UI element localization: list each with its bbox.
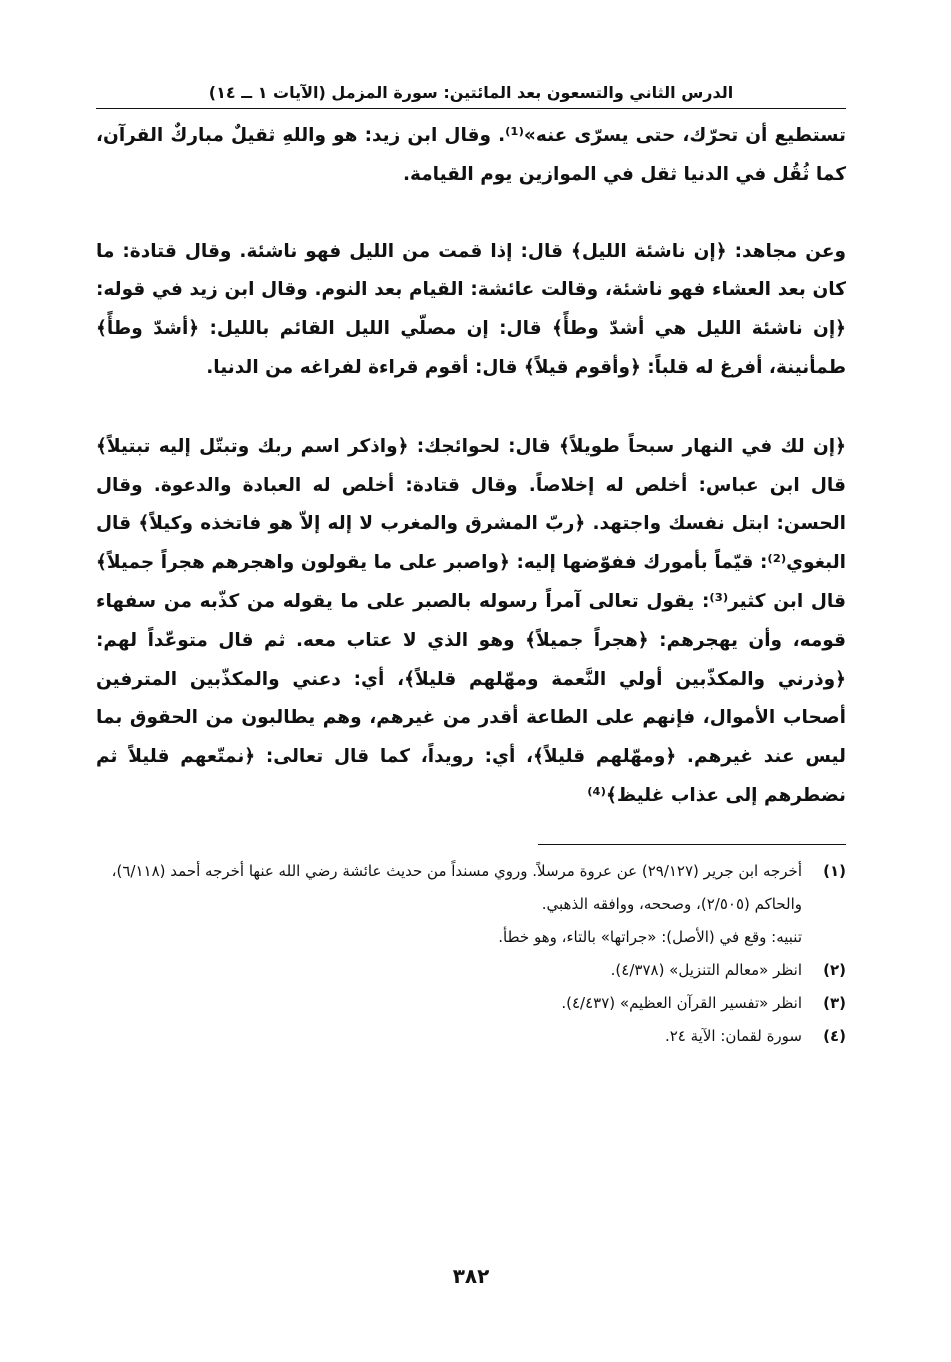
footnotes bbox=[96, 855, 846, 1053]
footnote-text: أخرجه ابن جرير (٢٩/١٢٧) عن عروة مرسلاً. وروي مسنداً من حديث عائشة رضي الله عنها أخرجه أحمد (٦/١١٨)، والحاكم (٢/٥٠٥)، وصححه، ووافقه الذهبي. bbox=[111, 861, 802, 913]
footnote-text: سورة لقمان: الآية ٢٤. bbox=[664, 1026, 802, 1045]
footnote-separator bbox=[538, 844, 846, 845]
running-header: الدرس الثاني والتسعون بعد المائتين: سورة المزمل (الآيات ١ ــ ١٤) bbox=[96, 80, 846, 109]
footnote-4 bbox=[96, 1020, 846, 1053]
footnote-3 bbox=[96, 987, 846, 1020]
book-page bbox=[96, 80, 846, 1320]
footnote-text: انظر «تفسير القرآن العظيم» (٤/٤٣٧). bbox=[561, 993, 802, 1012]
footnote-number: (٢) bbox=[823, 960, 846, 979]
page-number: ٣٨٢ bbox=[452, 1264, 490, 1288]
footnote-1-note: تنبيه: وقع في (الأصل): «جراتها» بالتاء، وهو خطأ. bbox=[498, 927, 802, 946]
main-text bbox=[96, 117, 846, 816]
footnote-number: (٤) bbox=[823, 1026, 846, 1045]
footnote-number: (١) bbox=[823, 861, 846, 880]
paragraph-1: تستطيع أن تحرّك، حتى يسرّى عنه»⁽¹⁾. وقال ابن زيد: هو واللهِ ثقيلٌ مباركٌ القرآن، كما ثُقُل في الدنيا ثقل في الموازين يوم القيامة. bbox=[96, 125, 847, 185]
footnote-1 bbox=[96, 855, 846, 921]
footnote-number: (٣) bbox=[823, 993, 846, 1012]
footnote-2 bbox=[96, 954, 846, 987]
footnote-text: انظر «معالم التنزيل» (٤/٣٧٨). bbox=[610, 960, 802, 979]
paragraph-3: ﴿إن لك في النهار سبحاً طويلاً﴾ قال: لحوائجك: ﴿واذكر اسم ربك وتبتّل إليه تبتيلاً﴾ قال ابن عباس: أخلص له إخلاصاً. وقال قتادة: أخلص له العبادة والدعوة. وقال الحسن: ابتل نفسك واجتهد. ﴿ربّ المشرق والمغرب لا إله إلاّ هو فاتخذه وكيلاً﴾ قال البغوي⁽²⁾: قيّماً بأمورك ففوّضها إليه: ﴿واصبر على ما يقولون واهجرهم هجراً جميلاً﴾ قال ابن كثير⁽³⁾: يقول تعالى آمراً رسوله بالصبر على ما يقوله من كذّبه من سفهاء قومه، وأن يهجرهم: ﴿هجراً جميلاً﴾ وهو الذي لا عتاب معه. ثم قال متوعّداً لهم: ﴿وذرني والمكذّبين أولي النَّعمة ومهّلهم قليلاً﴾، أي: دعني والمكذّبين المترفين أصحاب الأموال، فإنهم على الطاعة أقدر من غيرهم، وهم يطالبون من الحقوق بما ليس عند غيرهم. ﴿ومهّلهم قليلاً﴾، أي: رويداً، كما قال تعالى: ﴿نمتّعهم قليلاً ثم نضطرهم إلى عذاب غليظ﴾⁽⁴⁾ bbox=[96, 435, 846, 806]
paragraph-2: وعن مجاهد: ﴿إن ناشئة الليل﴾ قال: إذا قمت من الليل فهو ناشئة. وقال قتادة: ما كان بعد العشاء فهو ناشئة، وقالت عائشة: القيام بعد النوم. وقال ابن زيد في قوله: ﴿إن ناشئة الليل هي أشدّ وطأً﴾ قال: إن مصلّي الليل القائم بالليل: ﴿أشدّ وطأً﴾ طمأنينة، أفرغ له قلباً: ﴿وأقوم قيلاً﴾ قال: أقوم قراءة لفراغه من الدنيا. bbox=[96, 240, 846, 378]
